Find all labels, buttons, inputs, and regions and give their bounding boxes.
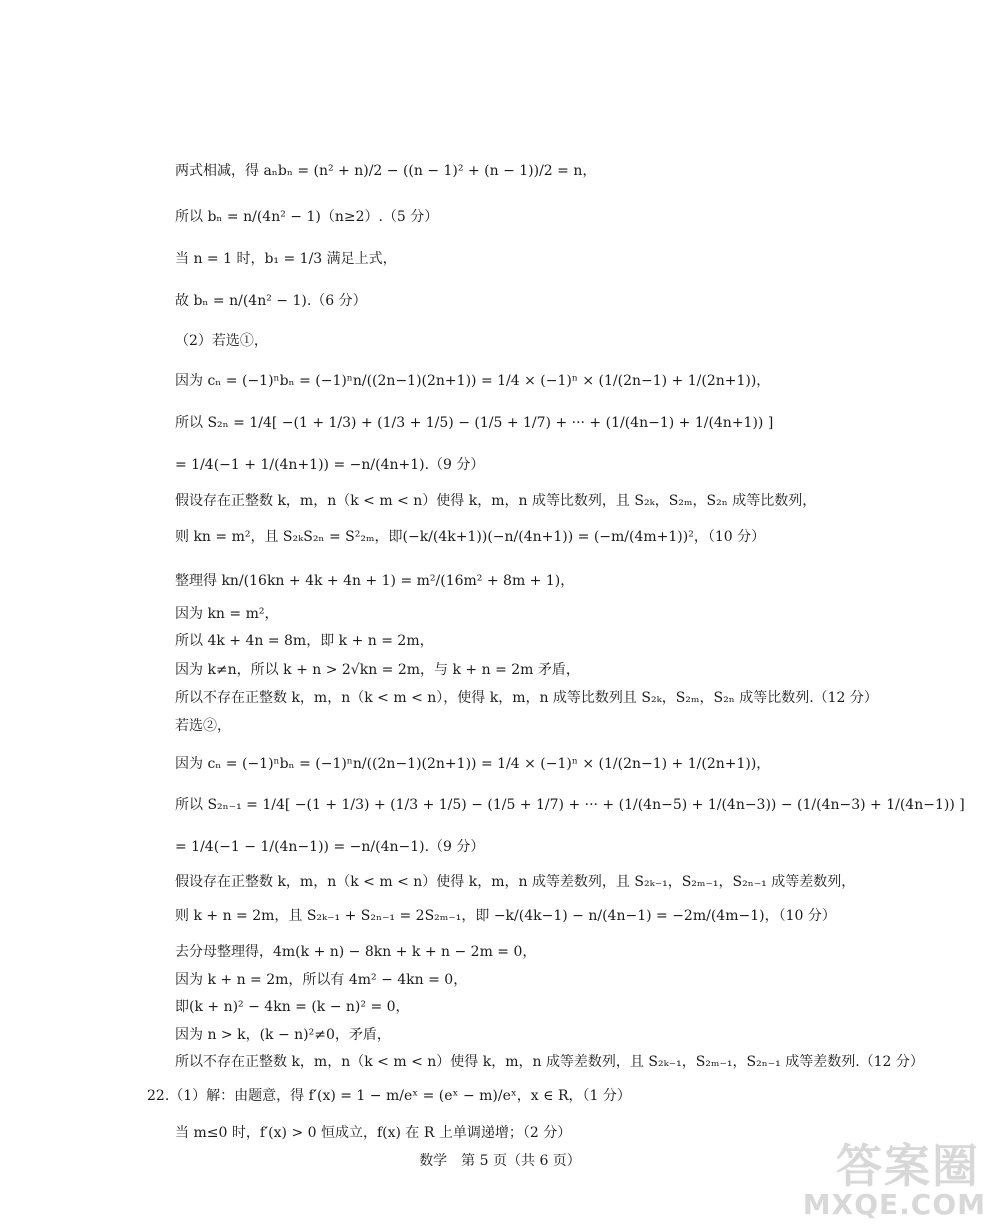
solution-line: 当 m≤0 时，f′(x) > 0 恒成立，f(x) 在 R 上单调递增；（2 分） — [175, 1125, 572, 1141]
solution-line: 所以 S₂ₙ = 1/4[ −(1 + 1/3) + (1/3 + 1/5) − (1/5 + 1/7) + ··· + (1/(4n−1) + 1/(4n+1)) ] — [175, 415, 774, 431]
solution-line: = 1/4(−1 − 1/(4n−1)) = −n/(4n−1).（9 分） — [175, 839, 485, 855]
solution-line: 故 bₙ = n/(4n² − 1).（6 分） — [175, 293, 367, 309]
solution-line: 假设存在正整数 k，m，n（k < m < n）使得 k，m，n 成等比数列，且 S₂ₖ，S₂ₘ，S₂ₙ 成等比数列， — [175, 493, 817, 509]
solution-line: 因为 k + n = 2m，所以有 4m² − 4kn = 0， — [175, 972, 468, 988]
solution-line: 因为 k≠n，所以 k + n > 2√kn = 2m，与 k + n = 2m 矛盾， — [175, 662, 580, 678]
solution-line: 因为 cₙ = (−1)ⁿbₙ = (−1)ⁿn/((2n−1)(2n+1)) = 1/4 × (−1)ⁿ × (1/(2n−1) + 1/(2n+1))， — [175, 756, 771, 772]
watermark-url: MXQE.COM — [802, 1188, 986, 1221]
watermark-brand: 答案圈 — [836, 1139, 980, 1193]
solution-line: = 1/4(−1 + 1/(4n+1)) = −n/(4n+1).（9 分） — [175, 457, 485, 473]
solution-line: 则 kn = m²，且 S₂ₖS₂ₙ = S²₂ₘ，即(−k/(4k+1))(−n/(4n+1)) = (−m/(4m+1))²，（10 分） — [175, 529, 766, 545]
solution-line: 若选②， — [175, 718, 231, 734]
solution-line: 所以 bₙ = n/(4n² − 1)（n≥2）.（5 分） — [175, 209, 439, 225]
solution-line: 22.（1）解：由题意，得 f′(x) = 1 − m/eˣ = (eˣ − m)/eˣ，x ∈ R，（1 分） — [147, 1088, 631, 1104]
solution-line: 因为 cₙ = (−1)ⁿbₙ = (−1)ⁿn/((2n−1)(2n+1)) = 1/4 × (−1)ⁿ × (1/(2n−1) + 1/(2n+1))， — [175, 373, 771, 389]
solution-line: 两式相减，得 aₙbₙ = (n² + n)/2 − ((n − 1)² + (n − 1))/2 = n， — [175, 163, 597, 179]
solution-line: 因为 n > k，(k − n)²≠0，矛盾， — [175, 1027, 391, 1043]
solution-line: 假设存在正整数 k，m，n（k < m < n）使得 k，m，n 成等差数列，且 S₂ₖ₋₁，S₂ₘ₋₁，S₂ₙ₋₁ 成等差数列， — [175, 874, 856, 890]
page-footer: 数学 第 5 页（共 6 页） — [419, 1153, 581, 1169]
solution-line: 则 k + n = 2m，且 S₂ₖ₋₁ + S₂ₙ₋₁ = 2S₂ₘ₋₁，即 −k/(4k−1) − n/(4n−1) = −2m/(4m−1)，（10 分） — [175, 908, 836, 924]
solution-line: 所以不存在正整数 k，m，n（k < m < n），使得 k，m，n 成等比数列且 S₂ₖ，S₂ₘ，S₂ₙ 成等比数列.（12 分） — [175, 690, 878, 706]
solution-line: 所以 4k + 4n = 8m，即 k + n = 2m， — [175, 633, 434, 649]
solution-line: 当 n = 1 时，b₁ = 1/3 满足上式， — [175, 251, 397, 267]
solution-line: 因为 kn = m²， — [175, 606, 279, 622]
solution-line: 去分母整理得，4m(k + n) − 8kn + k + n − 2m = 0， — [175, 944, 537, 960]
solution-line: 所以不存在正整数 k，m，n（k < m < n）使得 k，m，n 成等差数列，且 S₂ₖ₋₁，S₂ₘ₋₁，S₂ₙ₋₁ 成等差数列.（12 分） — [175, 1054, 924, 1070]
solution-line: 整理得 kn/(16kn + 4k + 4n + 1) = m²/(16m² + 8m + 1)， — [175, 573, 575, 589]
solution-line: 即(k + n)² − 4kn = (k − n)² = 0， — [175, 999, 410, 1015]
solution-line: （2）若选①， — [175, 333, 268, 349]
solution-line: 所以 S₂ₙ₋₁ = 1/4[ −(1 + 1/3) + (1/3 + 1/5) − (1/5 + 1/7) + ··· + (1/(4n−5) + 1/(4n−3)) − (1/(4n−3) + 1/(4n−1)) ] — [175, 797, 965, 813]
